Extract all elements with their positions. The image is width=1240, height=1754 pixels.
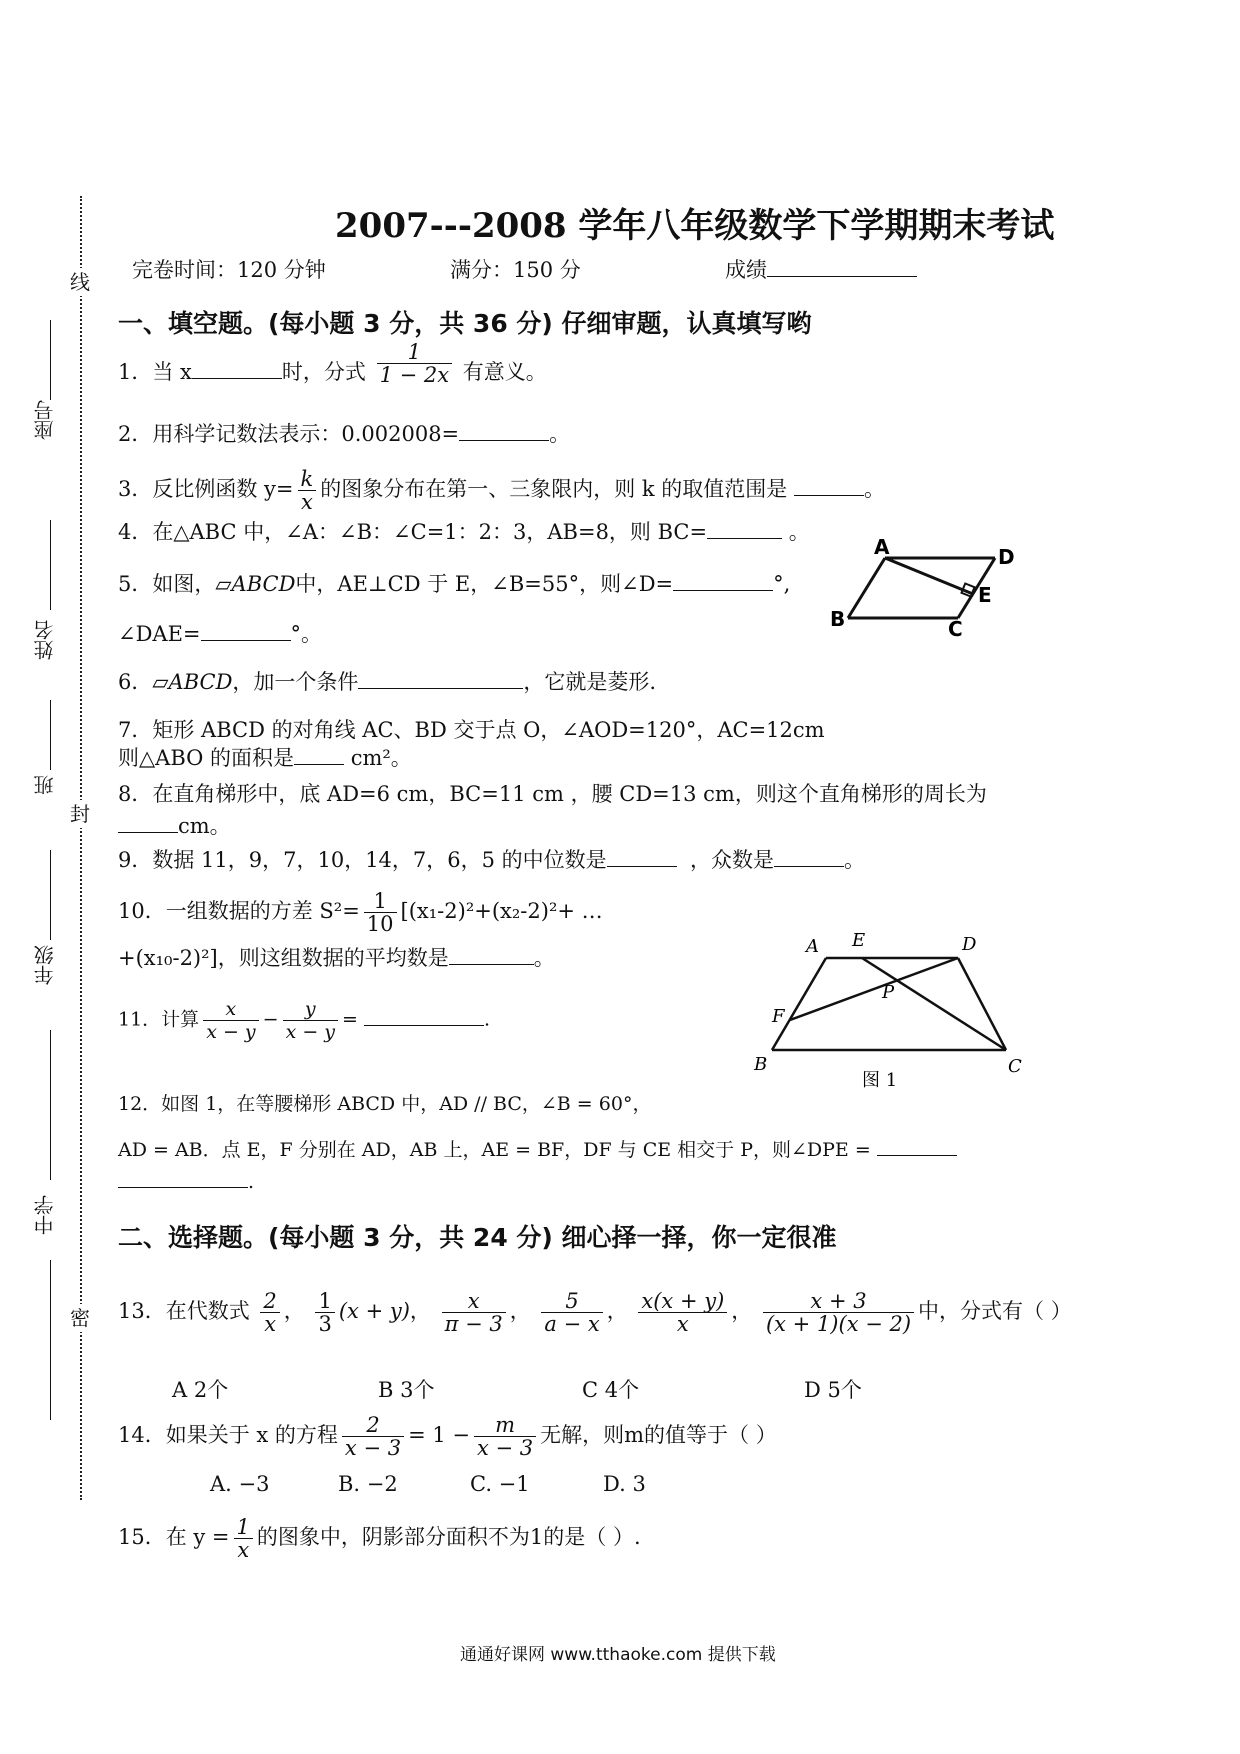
exam-grade	[725, 256, 917, 284]
q10-num: 1	[364, 890, 397, 913]
trap-label-d: D	[962, 934, 977, 955]
q3-num: k	[298, 468, 317, 491]
q13-option-d[interactable]: D 5个	[804, 1378, 862, 1402]
q2-post: 。	[549, 422, 571, 446]
section2-heading: 二、选择题。(每小题 3 分，共 24 分) 细心择一择，你一定很准	[118, 1223, 837, 1252]
q5-pre: 5．如图，	[118, 572, 216, 596]
q13-f6n: x + 3	[763, 1290, 914, 1313]
q13-f2d: 3	[318, 1312, 332, 1336]
question-7-line1: 7．矩形 ABCD 的对角线 AC、BD 交于点 O，∠AOD=120°，AC=12cm	[118, 718, 825, 742]
q14-mid: = 1 −	[408, 1423, 470, 1447]
q14-d1: x − 3	[344, 1436, 402, 1460]
q8-post: cm。	[178, 814, 231, 838]
seat-label: 座号	[33, 400, 57, 440]
q11-end: .	[483, 1008, 491, 1031]
question-3	[118, 468, 885, 513]
q10-pre: 10．一组数据的方差 S²=	[118, 899, 360, 923]
q14-d2: x − 3	[476, 1436, 534, 1460]
q13-option-c[interactable]: C 4个	[582, 1378, 640, 1402]
q13-option-b[interactable]: B 3个	[378, 1378, 435, 1402]
binding-secret-char: 密	[70, 1306, 90, 1330]
exam-title: 2007---2008 学年八年级数学下学期期末考试	[335, 206, 1055, 246]
q2-blank[interactable]	[459, 422, 549, 441]
q6-parallelogram-symbol: ▱ABCD	[152, 670, 233, 694]
class-blank-line	[50, 700, 51, 770]
exam-full-score: 满分：150 分	[450, 258, 581, 282]
q1-den: 1 − 2x	[379, 363, 450, 387]
q9-post: 。	[844, 848, 866, 872]
q12-blank-cont[interactable]	[118, 1169, 248, 1188]
binding-line-char: 线	[70, 270, 90, 294]
q10-blank[interactable]	[449, 946, 534, 965]
trap-label-p: P	[882, 982, 895, 1003]
q11-fraction-2	[283, 998, 338, 1043]
q13-fraction-4	[541, 1290, 602, 1335]
q1-pre: 1．当 x	[118, 360, 192, 384]
para-label-d: D	[998, 545, 1015, 569]
q3-den: x	[300, 490, 313, 514]
q10-fraction	[364, 890, 397, 935]
q13-f4d: a − x	[544, 1312, 600, 1336]
q11-blank[interactable]	[364, 1007, 484, 1026]
q14-fraction-1	[342, 1414, 404, 1459]
footer-credit: 通通好课网 www.tthaoke.com 提供下载	[460, 1645, 776, 1665]
q15-den: x	[237, 1538, 250, 1562]
question-2	[118, 420, 570, 448]
name-blank-line	[50, 520, 51, 610]
q14-option-a[interactable]: A. −3	[210, 1472, 270, 1496]
para-label-a: A	[874, 535, 890, 559]
q13-fraction-1	[260, 1290, 279, 1335]
q11-n2: y	[283, 998, 338, 1021]
question-13: 13．在代数式 $\frac{2}{x}$ ， $\frac{1}{3}$ (x + y)， $\frac{x}{\pi - 3}$ ， $\frac{5}{a - x}$ ， $\frac{x(x + y)}{x}$ ， $\frac{x + 3}{(x + 1)(x - 2)}$ 中，分式有（ ）	[118, 1289, 1072, 1336]
para-label-b: B	[830, 607, 846, 631]
q13-fraction-3	[442, 1290, 506, 1335]
q1-blank[interactable]	[192, 360, 282, 379]
para-label-c: C	[948, 617, 963, 640]
q5-line2-pre: ∠DAE=	[118, 622, 201, 646]
q11-eq: =	[342, 1008, 358, 1031]
q5-deg: °,	[773, 572, 791, 596]
q15-pre: 15．在 y =	[118, 1525, 230, 1549]
q13-f3n: x	[442, 1290, 506, 1313]
q14-n1: 2	[342, 1414, 404, 1437]
q13-f3d: π − 3	[444, 1312, 503, 1336]
q5-line2-post: °。	[290, 622, 323, 646]
question-15	[118, 1516, 641, 1561]
para-label-e: E	[978, 583, 992, 607]
class-label: 班	[33, 775, 57, 795]
q12-end: .	[248, 1171, 255, 1193]
q4-end: 。	[788, 520, 810, 544]
q15-num: 1	[234, 1516, 253, 1539]
q9-blank-median[interactable]	[607, 848, 677, 867]
q13-f5d: x	[676, 1312, 689, 1336]
q11-op: −	[262, 1008, 279, 1031]
grade-field-label: 年级	[33, 945, 57, 985]
q10-line2: +(x₁₀-2)²]，则这组数据的平均数是	[118, 946, 449, 970]
school-label: 中学	[33, 1195, 57, 1235]
q15-post: 的图象中，阴影部分面积不为1的是（ ）.	[256, 1525, 641, 1549]
q13-fraction-6	[763, 1290, 914, 1335]
q12-text: AD = AB．点 E，F 分别在 AD，AB 上，AE = BF，DF 与 CE 相交于 P，则∠DPE =	[118, 1139, 871, 1161]
seat-blank-line	[50, 320, 51, 400]
question-6	[118, 668, 656, 696]
question-1	[118, 340, 547, 387]
q10-end: 。	[533, 946, 555, 970]
q6-pre: 6．	[118, 670, 153, 694]
q9-blank-mode[interactable]	[774, 848, 844, 867]
question-10-line1	[118, 890, 603, 935]
q14-post: 无解，则m的值等于（ ）	[540, 1423, 777, 1447]
question-10-line2	[118, 944, 555, 972]
q12-blank[interactable]	[877, 1137, 957, 1156]
q13-pre: 13．在代数式	[118, 1299, 250, 1323]
q13-f4n: 5	[541, 1290, 602, 1313]
question-12-line1: 12．如图 1，在等腰梯形 ABCD 中，AD // BC，∠B = 60°，	[118, 1093, 652, 1115]
q13-option-a[interactable]: A 2个	[172, 1378, 229, 1402]
question-5-line1	[118, 570, 790, 598]
question-5-line2	[118, 620, 322, 648]
q7-post: cm²。	[350, 746, 412, 770]
q3-pre: 3．反比例函数 y=	[118, 477, 294, 501]
trap-caption: 图 1	[862, 1070, 898, 1090]
q13-f2n: 1	[315, 1290, 334, 1313]
question-12-line3	[118, 1168, 254, 1196]
q5-parallelogram-symbol: ▱ABCD	[215, 572, 296, 596]
q10-den: 10	[366, 912, 394, 936]
q6-blank[interactable]	[358, 670, 523, 689]
q3-end: 。	[864, 477, 885, 501]
trap-label-c: C	[1008, 1056, 1022, 1077]
q13-post: 中，分式有（ ）	[918, 1299, 1072, 1323]
q11-d1: x − y	[206, 1021, 256, 1043]
grade-blank-line	[50, 850, 51, 940]
q14-option-d[interactable]: D. 3	[603, 1472, 646, 1496]
parallelogram-figure	[830, 530, 1030, 640]
exam-grade-blank[interactable]	[767, 258, 917, 277]
q2-text: 2．用科学记数法表示：0.002008=	[118, 422, 460, 446]
binding-bottom-line	[50, 1260, 51, 1420]
q5-post: 中，AE⊥CD 于 E，∠B=55°，则∠D=	[295, 572, 674, 596]
question-14	[118, 1414, 777, 1459]
q14-option-b[interactable]: B. −2	[338, 1472, 398, 1496]
q3-blank[interactable]	[794, 477, 864, 496]
q5-blank-dae[interactable]	[201, 622, 291, 641]
q14-pre: 14．如果关于 x 的方程	[118, 1423, 338, 1447]
q11-pre: 11．计算	[118, 1008, 200, 1031]
q13-f5n: x(x + y)	[638, 1290, 727, 1313]
q4-blank[interactable]	[707, 520, 782, 539]
q13-fraction-2	[315, 1290, 334, 1335]
q15-fraction	[234, 1516, 253, 1561]
q7-blank[interactable]	[294, 746, 344, 765]
question-4	[118, 518, 810, 546]
exam-grade-label: 成绩	[725, 258, 767, 282]
q6-post: ，它就是菱形.	[523, 670, 657, 694]
trapezoid-figure	[750, 930, 1030, 1090]
question-11	[118, 998, 490, 1043]
q13-f2post: (x + y)	[338, 1299, 410, 1323]
q14-option-c[interactable]: C. −1	[470, 1472, 530, 1496]
q1-mid: 时，分式	[281, 360, 366, 384]
q14-n2: m	[474, 1414, 536, 1437]
q4-text: 4．在△ABC 中，∠A：∠B：∠C=1：2：3，AB=8，则 BC=	[118, 520, 708, 544]
q1-post: 有意义。	[462, 360, 547, 384]
question-7-line2	[118, 744, 412, 772]
name-label: 姓名	[33, 620, 57, 660]
q5-blank-d[interactable]	[673, 572, 773, 591]
binding-seal-char: 封	[70, 802, 90, 826]
q3-fraction	[298, 468, 317, 513]
trap-label-a: A	[806, 936, 819, 957]
school-blank-line	[50, 1030, 51, 1180]
trap-label-f: F	[772, 1006, 785, 1027]
q9-pre: 9．数据 11，9，7，10，14，7，6，5 的中位数是	[118, 848, 607, 872]
q11-fraction-1	[203, 998, 258, 1043]
question-8-line1: 8．在直角梯形中，底 AD=6 cm，BC=11 cm ，腰 CD=13 cm，则这个直角梯形的周长为	[118, 782, 987, 806]
q13-f1d: x	[264, 1312, 277, 1336]
trap-label-b: B	[754, 1054, 768, 1075]
q13-fraction-5	[638, 1290, 727, 1335]
q10-post: [(x₁-2)²+(x₂-2)²+ …	[400, 899, 603, 923]
q11-n1: x	[203, 998, 258, 1021]
trap-label-e: E	[852, 930, 866, 951]
exam-time: 完卷时间：120 分钟	[132, 258, 326, 282]
q13-f6d: (x + 1)(x − 2)	[765, 1312, 912, 1336]
section1-heading: 一、填空题。(每小题 3 分，共 36 分) 仔细审题，认真填写哟	[118, 309, 812, 338]
q11-d2: x − y	[285, 1021, 336, 1043]
q13-f1n: 2	[260, 1290, 279, 1313]
q6-mid: ，加一个条件	[232, 670, 359, 694]
question-9	[118, 846, 865, 874]
q3-post: 的图象分布在第一、三象限内，则 k 的取值范围是	[320, 477, 788, 501]
q8-blank[interactable]	[118, 814, 178, 833]
q1-fraction	[377, 341, 453, 386]
question-8-line2	[118, 812, 231, 840]
q1-num: 1	[377, 341, 453, 364]
q14-fraction-2	[474, 1414, 536, 1459]
q7-pre: 则△ABO 的面积是	[118, 746, 295, 770]
question-12-line2	[118, 1136, 957, 1164]
q9-mid: ，众数是	[690, 848, 775, 872]
